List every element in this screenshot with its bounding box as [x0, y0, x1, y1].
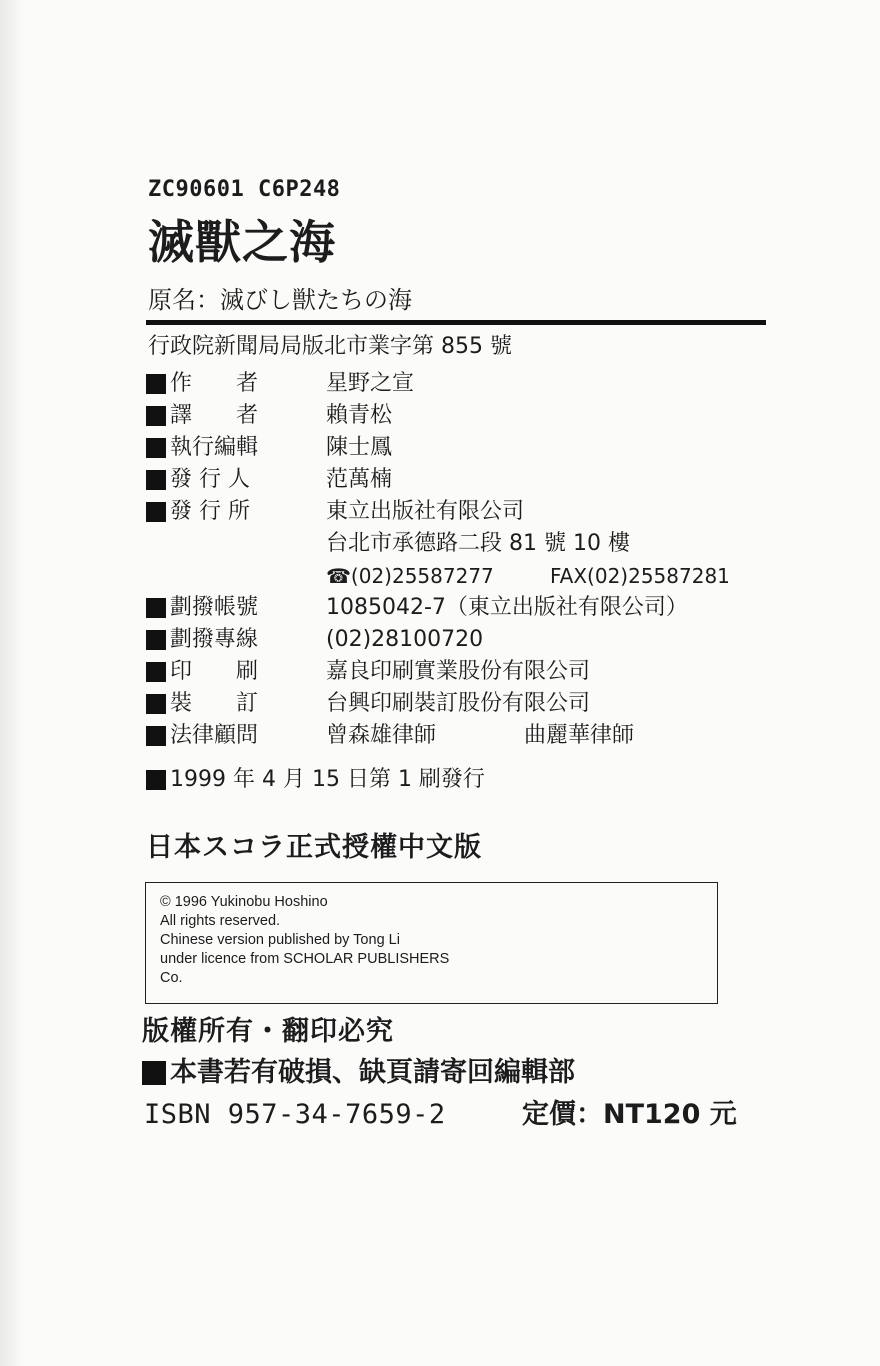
credit-label: 印 刷	[170, 659, 259, 684]
credit-row-translator	[146, 400, 786, 432]
copyright-line: © 1996 Yukinobu Hoshino	[160, 894, 328, 910]
page-edge-shadow	[0, 0, 24, 1366]
product-code: ZC90601 C6P248	[148, 177, 341, 202]
credit-row-binding	[146, 688, 786, 720]
credit-value: 曾森雄律師	[326, 723, 437, 748]
credit-value: 東立出版社有限公司	[326, 499, 525, 524]
book-title: 滅獸之海	[148, 215, 336, 269]
return-notice-text: 本書若有破損、缺頁請寄回編輯部	[170, 1057, 575, 1088]
credit-value: (02)28100720	[326, 627, 484, 652]
credit-label: 發 行 所	[170, 499, 250, 524]
price: 定價：NT120 元	[522, 1099, 737, 1130]
credits-list	[146, 368, 786, 752]
credit-row-publisher	[146, 496, 786, 528]
credit-label: 劃撥專線	[170, 627, 259, 652]
bullet-square-icon	[146, 630, 166, 650]
publisher-contact	[146, 560, 786, 592]
rights-statement: 版權所有・翻印必究	[142, 1016, 394, 1047]
original-title: 原名：滅びし獣たちの海	[148, 286, 412, 314]
fax-number: FAX(02)25587281	[550, 564, 730, 588]
credit-row-printing	[146, 656, 786, 688]
credit-value: 賴青松	[326, 403, 393, 428]
copyright-line: Chinese version published by Tong Li	[160, 932, 400, 948]
credit-value: 台興印刷裝訂股份有限公司	[326, 691, 591, 716]
copyright-line: All rights reserved.	[160, 913, 281, 929]
credit-row-legal	[146, 720, 786, 752]
credit-row-postal-line	[146, 624, 786, 656]
license-number: 行政院新聞局局版北市業字第 855 號	[148, 334, 512, 359]
bullet-square-icon	[146, 502, 166, 522]
credit-row-postal-account	[146, 592, 786, 624]
credit-label: 執行編輯	[170, 435, 259, 460]
credit-row-editor	[146, 432, 786, 464]
credit-row-author	[146, 368, 786, 400]
credit-label: 法律顧問	[170, 723, 259, 748]
bullet-square-icon	[146, 374, 166, 394]
credit-value: 1085042-7（東立出版社有限公司）	[326, 595, 688, 620]
authorization-statement: 日本スコラ正式授權中文版	[146, 832, 482, 863]
telephone-icon: ☎	[326, 564, 351, 588]
bullet-square-icon	[146, 470, 166, 490]
bullet-square-icon	[146, 406, 166, 426]
print-date-text: 1999 年 4 月 15 日第 1 刷發行	[170, 767, 485, 792]
bullet-square-icon	[146, 598, 166, 618]
credit-value: 嘉良印刷實業股份有限公司	[326, 659, 591, 684]
credit-row-publisher-person	[146, 464, 786, 496]
copyright-line: under licence from SCHOLAR PUBLISHERS	[160, 951, 450, 967]
bullet-square-icon	[146, 662, 166, 682]
credit-label: 發 行 人	[170, 467, 250, 492]
credit-label: 裝 訂	[170, 691, 259, 716]
bullet-square-icon	[146, 770, 166, 790]
credit-label: 譯 者	[170, 403, 259, 428]
credit-value-second: 曲麗華律師	[524, 723, 635, 748]
bullet-square-icon	[146, 438, 166, 458]
credit-label: 劃撥帳號	[170, 595, 259, 620]
phone-line	[326, 560, 494, 592]
credit-label: 作 者	[170, 371, 259, 396]
credit-value: 陳士鳳	[326, 435, 393, 460]
bullet-square-icon	[142, 1061, 166, 1085]
address-text: 台北市承德路二段 81 號 10 樓	[326, 531, 630, 556]
publisher-address	[146, 528, 786, 560]
copyright-box	[145, 882, 718, 1004]
title-divider	[146, 320, 766, 325]
bullet-square-icon	[146, 726, 166, 746]
copyright-line: Co.	[160, 970, 183, 986]
phone-number: (02)25587277	[350, 564, 494, 588]
credit-value: 范萬楠	[326, 467, 393, 492]
bullet-square-icon	[146, 694, 166, 714]
isbn: ISBN 957-34-7659-2	[144, 1099, 446, 1130]
credit-value: 星野之宣	[326, 371, 415, 396]
